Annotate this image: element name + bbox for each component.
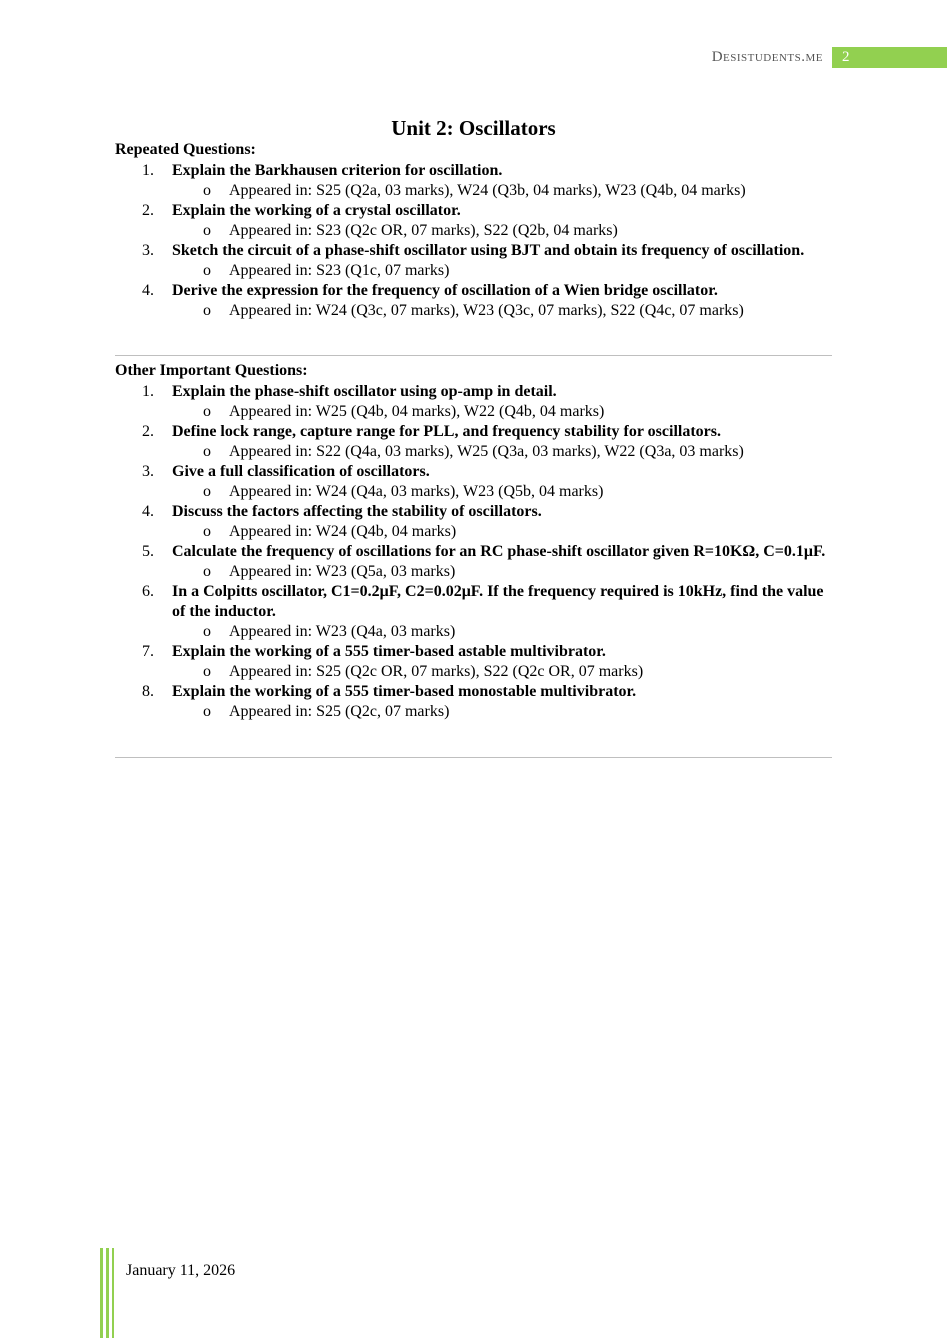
question-text: Explain the working of a 555 timer-based astable multivibrator.: [172, 643, 606, 660]
appeared-in-text: Appeared in: S22 (Q4a, 03 marks), W25 (Q3a, 03 marks), W22 (Q3a, 03 marks): [229, 443, 744, 460]
bullet-icon: o: [203, 483, 211, 500]
bullet-icon: o: [203, 563, 211, 580]
appeared-in: [203, 522, 835, 542]
bullet-icon: o: [203, 703, 211, 720]
bullet-icon: o: [203, 302, 211, 319]
question-text: Define lock range, capture range for PLL, and frequency stability for oscillators.: [172, 423, 721, 440]
appeared-in-text: Appeared in: W24 (Q4b, 04 marks): [229, 523, 457, 540]
question-number: 3.: [142, 242, 154, 259]
appeared-in-text: Appeared in: S23 (Q2c OR, 07 marks), S22 (Q2b, 04 marks): [229, 222, 618, 239]
question-text: Calculate the frequency of oscillations for an RC phase-shift oscillator given R=10KΩ, C=0.1μF.: [172, 543, 826, 560]
question-text: Explain the working of a 555 timer-based monostable multivibrator.: [172, 683, 637, 700]
appeared-in: [203, 482, 835, 502]
appeared-in-text: Appeared in: W23 (Q5a, 03 marks): [229, 563, 456, 580]
question-text: Derive the expression for the frequency of oscillation of a Wien bridge oscillator.: [172, 282, 718, 299]
question-text: Discuss the factors affecting the stability of oscillators.: [172, 503, 542, 520]
appeared-in-text: Appeared in: S25 (Q2c OR, 07 marks), S22 (Q2c OR, 07 marks): [229, 663, 644, 680]
question-number: 3.: [142, 463, 154, 480]
question-text: In a Colpitts oscillator, C1=0.2μF, C2=0.02μF. If the frequency required is 10kHz, find the value of the inductor.: [172, 583, 824, 620]
other-questions-list: [115, 382, 835, 722]
bullet-icon: o: [203, 663, 211, 680]
appeared-in-text: Appeared in: W24 (Q4a, 03 marks), W23 (Q5b, 04 marks): [229, 483, 604, 500]
page-number: 2: [832, 47, 947, 68]
question-number: 2.: [142, 423, 154, 440]
accent-bar: [100, 1248, 103, 1338]
bullet-icon: o: [203, 523, 211, 540]
bullet-icon: o: [203, 623, 211, 640]
section-divider: [115, 355, 832, 356]
accent-bar: [112, 1248, 114, 1338]
appeared-in-text: Appeared in: S25 (Q2a, 03 marks), W24 (Q3b, 04 marks), W23 (Q4b, 04 marks): [229, 182, 746, 199]
bullet-icon: o: [203, 403, 211, 420]
appeared-in: [203, 301, 835, 321]
accent-bar: [106, 1248, 109, 1338]
question-text: Explain the Barkhausen criterion for oscillation.: [172, 162, 503, 179]
question-text: Explain the phase-shift oscillator using op-amp in detail.: [172, 383, 557, 400]
list-item: [115, 281, 835, 321]
appeared-in-text: Appeared in: S25 (Q2c, 07 marks): [229, 703, 450, 720]
page-title: Unit 2: Oscillators: [391, 116, 556, 140]
appeared-in: [203, 622, 835, 642]
question-number: 2.: [142, 202, 154, 219]
list-item: [115, 642, 835, 682]
bullet-icon: o: [203, 262, 211, 279]
question-number: 7.: [142, 643, 154, 660]
list-item: [115, 161, 835, 201]
list-item: [115, 542, 835, 582]
appeared-in: [203, 442, 835, 462]
section-divider: [115, 757, 832, 758]
list-item: [115, 582, 835, 642]
question-number: 6.: [142, 583, 154, 600]
list-item: [115, 422, 835, 462]
question-number: 4.: [142, 503, 154, 520]
bullet-icon: o: [203, 222, 211, 239]
appeared-in: [203, 402, 835, 422]
list-item: [115, 462, 835, 502]
appeared-in-text: Appeared in: S23 (Q1c, 07 marks): [229, 262, 450, 279]
list-item: [115, 201, 835, 241]
list-item: [115, 382, 835, 422]
repeated-questions-list: [115, 161, 835, 321]
question-number: 5.: [142, 543, 154, 560]
appeared-in: [203, 261, 835, 281]
footer-date: January 11, 2026: [126, 1262, 236, 1279]
appeared-in: [203, 562, 835, 582]
question-number: 1.: [142, 162, 154, 179]
site-name: Desistudents.me: [711, 49, 823, 65]
appeared-in: [203, 181, 835, 201]
question-text: Sketch the circuit of a phase-shift oscillator using BJT and obtain its frequency of oscillation.: [172, 242, 805, 259]
list-item: [115, 682, 835, 722]
appeared-in-text: Appeared in: W24 (Q3c, 07 marks), W23 (Q3c, 07 marks), S22 (Q4c, 07 marks): [229, 302, 744, 319]
list-item: [115, 241, 835, 281]
bullet-icon: o: [203, 443, 211, 460]
question-text: Give a full classification of oscillators.: [172, 463, 430, 480]
question-number: 1.: [142, 383, 154, 400]
question-number: 8.: [142, 683, 154, 700]
repeated-questions-heading: Repeated Questions:: [115, 141, 256, 158]
footer-accent-bars: [100, 1248, 116, 1338]
bullet-icon: o: [203, 182, 211, 199]
appeared-in: [203, 221, 835, 241]
question-text: Explain the working of a crystal oscillator.: [172, 202, 461, 219]
appeared-in-text: Appeared in: W25 (Q4b, 04 marks), W22 (Q4b, 04 marks): [229, 403, 605, 420]
question-number: 4.: [142, 282, 154, 299]
appeared-in: [203, 702, 835, 722]
appeared-in-text: Appeared in: W23 (Q4a, 03 marks): [229, 623, 456, 640]
other-questions-heading: Other Important Questions:: [115, 362, 308, 379]
list-item: [115, 502, 835, 542]
page-header: [0, 47, 947, 69]
appeared-in: [203, 662, 835, 682]
